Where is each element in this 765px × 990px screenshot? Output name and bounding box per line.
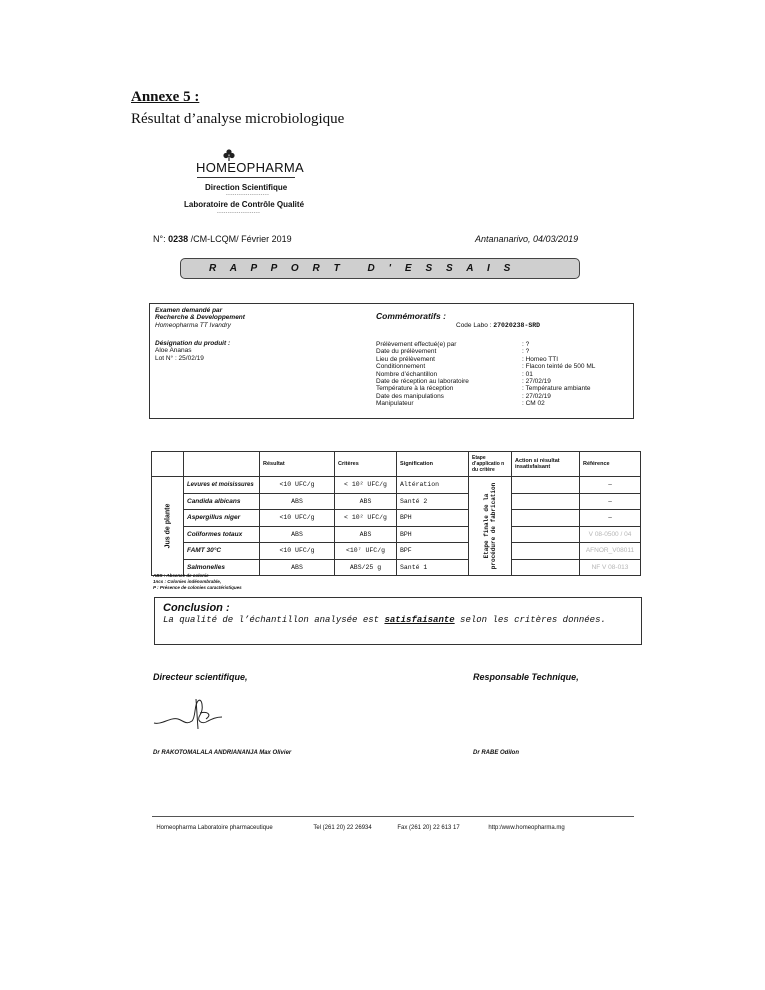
action-cell	[512, 559, 580, 576]
exam-dept: Recherche & Developpement	[155, 314, 245, 322]
resultat-cell: <10 UFC/g	[260, 477, 335, 494]
etape-text: Etape finale de la procédure de fabrication	[483, 482, 497, 570]
report-banner	[180, 258, 580, 279]
lot-number: Lot N° : 25/02/19	[155, 354, 204, 362]
designation-block	[155, 340, 230, 362]
banner-title: R A P P O R T D ' E S S A I S	[209, 263, 511, 274]
param-label: Date du prélèvement	[376, 348, 437, 356]
param-label: Nombre d’échantillon	[376, 370, 438, 378]
director-title: Directeur scientifique,	[153, 672, 248, 682]
resultat-cell: <10 UFC/g	[260, 543, 335, 560]
exam-person: Homeopharma TT Ivandry	[155, 321, 231, 329]
reference-cell: –	[580, 477, 641, 494]
action-cell	[512, 510, 580, 527]
group-label: Jus de plante	[164, 503, 171, 549]
group-cell	[152, 477, 184, 576]
header-resultat: Résultat	[260, 452, 335, 477]
brand-underline	[197, 177, 295, 178]
action-cell	[512, 526, 580, 543]
param-values	[522, 341, 595, 408]
param-label: Date des manipulations	[376, 392, 444, 400]
param-value: : CM 02	[522, 400, 545, 408]
annex-title: Annexe 5 :	[131, 89, 200, 105]
signification-cell: Altération	[397, 477, 469, 494]
germ-cell: Salmonelles	[184, 559, 260, 576]
signification-cell: BPH	[397, 510, 469, 527]
table-row	[152, 543, 641, 560]
germ-cell: Levures et moisissures	[184, 477, 260, 494]
param-value: : ?	[522, 348, 530, 356]
conclusion-box	[154, 597, 642, 645]
resultat-cell: <10 UFC/g	[260, 510, 335, 527]
legend-item: P : Présence de colonies caractéristiques	[153, 585, 242, 590]
header-cell	[152, 452, 184, 477]
header-action: Action si résultat insatisfaisant	[512, 452, 580, 477]
exam-block	[155, 307, 245, 329]
critere-cell: ABS/25 g	[335, 559, 397, 576]
critere-cell: < 10² UFC/g	[335, 477, 397, 494]
resultat-cell: ABS	[260, 493, 335, 510]
param-value: : Température ambiante	[522, 385, 591, 393]
separator-dots: --------------------	[226, 192, 270, 198]
param-value: : Flacon teinté de 500 ML	[522, 363, 596, 371]
action-cell	[512, 477, 580, 494]
reference-cell: AFNOR_V08011	[580, 543, 641, 560]
reference-cell: NF V 08-013	[580, 559, 641, 576]
header-etape: Etape d’applicatio n du critère	[469, 452, 512, 477]
reference-cell: V 08-0500 / 04	[580, 526, 641, 543]
place-date: Antananarivo, 04/03/2019	[475, 234, 579, 244]
brand-name: HOMEOPHARMA	[196, 160, 305, 175]
legend-item: ABS : Absence de colonie	[153, 573, 209, 578]
commemoratifs-title: Commémoratifs :	[376, 311, 446, 321]
param-label: Lieu de prélèvement	[376, 355, 435, 363]
param-value: : ?	[522, 341, 530, 348]
critere-cell: ABS	[335, 526, 397, 543]
table-row	[152, 510, 641, 527]
exam-label: Examen demandé par	[155, 307, 223, 314]
table-row	[152, 477, 641, 494]
footer-company: Homeopharma Laboratoire pharmaceutique	[156, 825, 273, 831]
param-label: Prélèvement effectué(e) par	[376, 341, 457, 348]
etape-cell	[469, 477, 512, 576]
responsible-title: Responsable Technique,	[473, 672, 579, 682]
param-value: : 27/02/19	[522, 378, 551, 386]
product-name: Aloe Ananas	[155, 347, 192, 355]
param-labels	[376, 341, 469, 408]
action-cell	[512, 543, 580, 560]
critere-cell: < 10² UFC/g	[335, 510, 397, 527]
code-labo: Code Labo : 27020238-SRD	[456, 322, 541, 329]
conclusion-title: Conclusion :	[163, 602, 230, 614]
signification-cell: BPH	[397, 526, 469, 543]
footer-fax: Fax (261 20) 22 613 17	[397, 825, 460, 831]
footer-tel: Tel (261 20) 22 26934	[313, 825, 372, 831]
responsible-name: Dr RABE Odilon	[473, 750, 519, 756]
separator-dots: --------------------	[217, 210, 261, 216]
param-label: Conditionnement	[376, 363, 426, 371]
conclusion-emphasis: satisfaisante	[384, 615, 455, 625]
header-cell	[184, 452, 260, 477]
param-value: : 01	[522, 370, 533, 378]
action-cell	[512, 493, 580, 510]
signification-cell: Santé 1	[397, 559, 469, 576]
conclusion-text: La qualité de l’échantillon analysée est satisfaisante selon les critères données.	[163, 615, 606, 625]
table-row	[152, 493, 641, 510]
critere-cell: ABS	[335, 493, 397, 510]
laboratory-label: Laboratoire de Contrôle Qualité	[184, 200, 305, 209]
reference-number: N°: 0238 /CM-LCQM/ Février 2019	[153, 234, 292, 244]
table-legend	[153, 573, 242, 591]
param-label: Manipulateur	[376, 400, 414, 408]
footer-web: http:/www.homeopharma.mg	[488, 825, 565, 831]
germ-cell: Candida albicans	[184, 493, 260, 510]
reference-cell: –	[580, 493, 641, 510]
table-header-row	[152, 452, 641, 477]
handwritten-signature	[152, 695, 224, 731]
germ-cell: Aspergillus niger	[184, 510, 260, 527]
header-signification: Signification	[397, 452, 469, 477]
legend-item: 1ncs : Colonies indénombrable,	[153, 579, 222, 584]
footer	[153, 819, 565, 831]
table-row	[152, 526, 641, 543]
annex-subtitle: Résultat d’analyse microbiologique	[131, 111, 345, 127]
results-table	[151, 451, 641, 576]
signification-cell: Santé 2	[397, 493, 469, 510]
param-label: Date de réception au laboratoire	[376, 378, 469, 386]
param-value: : 27/02/19	[522, 392, 551, 400]
germ-cell: Coliformes totaux	[184, 526, 260, 543]
critere-cell: <10⁷ UFC/g	[335, 543, 397, 560]
resultat-cell: ABS	[260, 526, 335, 543]
resultat-cell: ABS	[260, 559, 335, 576]
direction-label: Direction Scientifique	[205, 183, 288, 192]
header-criteres: Critères	[335, 452, 397, 477]
signification-cell: BPF	[397, 543, 469, 560]
director-name: Dr RAKOTOMALALA ANDRIANANJA Max Olivier	[153, 750, 292, 756]
germ-cell: FAMT 30°C	[184, 543, 260, 560]
header-reference: Référence	[580, 452, 641, 477]
reference-cell: –	[580, 510, 641, 527]
designation-label: Désignation du produit :	[155, 340, 231, 347]
param-label: Température à la réception	[376, 385, 454, 393]
footer-divider	[152, 816, 634, 817]
info-box	[149, 303, 634, 419]
param-value: : Homeo TTI	[522, 355, 559, 363]
